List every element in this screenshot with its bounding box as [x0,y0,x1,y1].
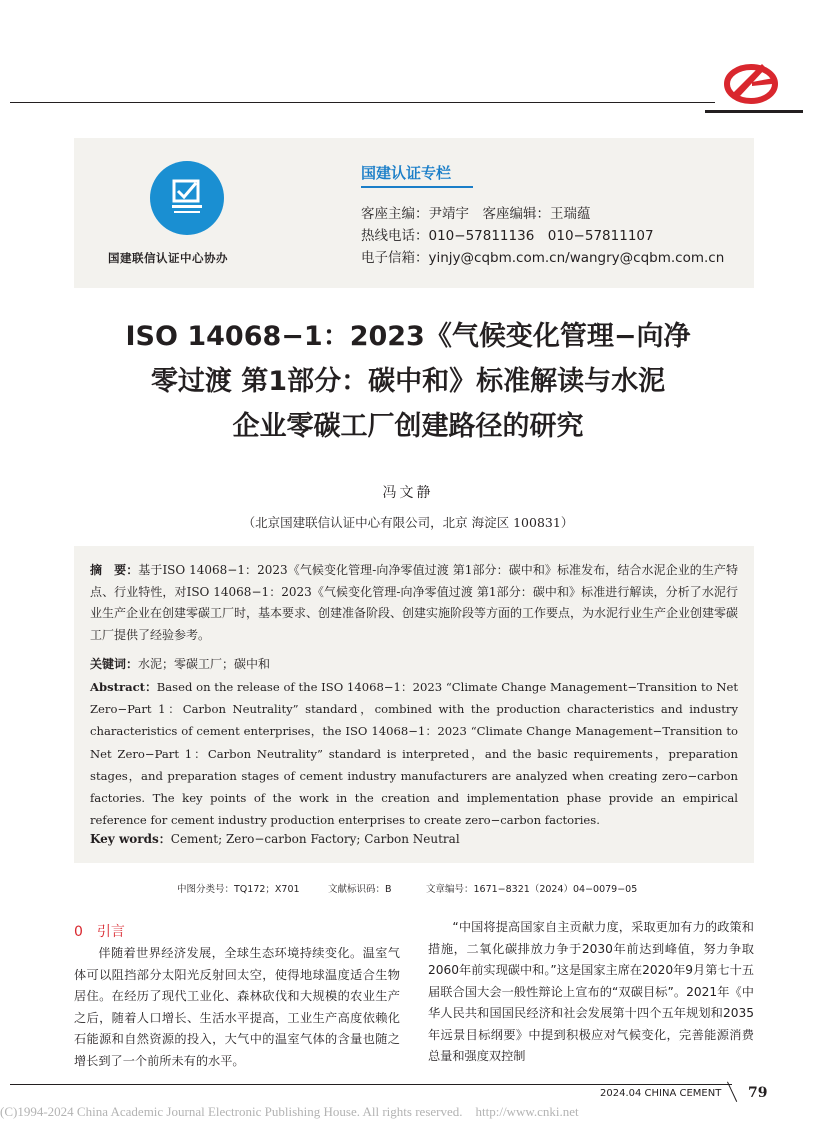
column-title-underline [361,186,473,188]
body-paragraph-left: 伴随着世界经济发展，全球生态环境持续变化。温室气体可以阻挡部分太阳光反射回太空，使得地球温度适合生物居住。在经历了现代工业化、森林砍伐和大规模的农业生产之后，随着人口增长、生活水平提高，工业生产高度依赖化石能源和自然资源的投入，大气中的温室气体的含量也随之增长到了一个前所未有的水平。 [74,946,400,1068]
copyright-watermark: (C)1994-2024 China Academic Journal Electronic Publishing House. All rights reserved. http://www.cnki.net [0,1104,579,1119]
page-number: 79 [748,1085,768,1101]
title-line-2: 零过渡 第1部分：碳中和》标准解读与水泥 [150,366,666,397]
seal-check-icon [162,173,212,223]
association-label: 国建联信认证中心协办 [108,251,228,265]
abstract-cn-text: 基于ISO 14068−1：2023《气候变化管理-向净零值过渡 第1部分：碳中和》标准发布，结合水泥企业的生产特点、行业特性，对ISO 14068−1：2023《气候变化管理-向净零值过渡 第1部分：碳中和》标准进行解读，分析了水泥行业生产企业在创建零碳工厂时，基本要求、创建准备阶段、创建实施阶段等方面的工作要点，为水泥行业生产企业创建零碳工厂提供了经验参考。 [90,563,739,642]
article-number: 文章编号：1671−8321（2024）04−0079−05 [426,884,638,895]
column-editors: 客座主编：尹靖宇 客座编辑：王瑞蕴 [361,206,591,222]
body-column-left [74,943,400,1072]
author: 冯文静 [382,485,434,501]
keywords-cn-text: 水泥；零碳工厂；碳中和 [138,657,271,671]
header-rule-thick [705,110,803,113]
footer-slash [727,1082,737,1102]
body-column-right [428,917,754,1068]
clc-number: 中图分类号：TQ172；X701 [177,884,300,895]
body-paragraph-right: “中国将提高国家自主贡献力度，采取更加有力的政策和措施，二氧化碳排放力争于2030年前达到峰值，努力争取2060年前实现碳中和。”这是国家主席在2020年9月第七十五届联合国大会一般性辩论上宣布的“双碳目标”。2021年《中华人民共和国国民经济和社会发展第十四个五年规划和2035年远景目标纲要》中提到积极应对气候变化，完善能源消费总量和强度双控制 [428,920,754,1063]
china-cement-logo-icon [722,60,780,104]
abstract-cn [90,560,738,646]
header-rule-thin [10,102,715,103]
abstract-cn-label: 摘 要： [90,563,139,577]
keywords-en [90,829,738,849]
keywords-en-text: Cement; Zero−carbon Factory; Carbon Neutral [170,832,460,846]
column-hotline: 热线电话：010−57811136 010−57811107 [361,228,654,244]
footer-issue: 2024.04 CHINA CEMENT [600,1088,722,1099]
title-line-1: ISO 14068−1：2023《气候变化管理−向净 [125,321,691,352]
keywords-cn [90,654,738,674]
abstract-en-label: Abstract： [90,680,157,694]
column-email: 电子信箱：yinjy@cqbm.com.cn/wangry@cqbm.com.cn [361,250,725,266]
keywords-cn-label: 关键词： [90,657,139,671]
title-line-3: 企业零碳工厂创建路径的研究 [232,411,584,442]
abstract-en [90,676,738,831]
column-title: 国建认证专栏 [361,164,452,182]
abstract-en-text: Based on the release of the ISO 14068−1：2023 “Climate Change Management−Transition to Net Zero−Part 1：Carbon Neutrality” standard，combined with the production characteristics and industry characteristics of cement enterprises，the ISO 14068−1：2023 “Climate Change Management−Transition to Net Zero−Part 1：Carbon Neutrality” standard is interpreted，and the basic requirements，preparation stages，and preparation stages of cement industry manufacturers are analyzed when creating zero−carbon factories. The key points of the work in the creation and implementation phase provide an empirical reference for cement industry production enterprises to create zero−carbon factories. [90,680,738,828]
footer-rule [10,1084,732,1085]
affiliation: （北京国建联信认证中心有限公司，北京 海淀区 100831） [242,515,574,530]
section-heading: 0 引言 [74,924,125,940]
article-title [60,314,756,449]
keywords-en-label: Key words： [90,832,171,846]
document-code: 文献标识码：B [328,884,392,895]
